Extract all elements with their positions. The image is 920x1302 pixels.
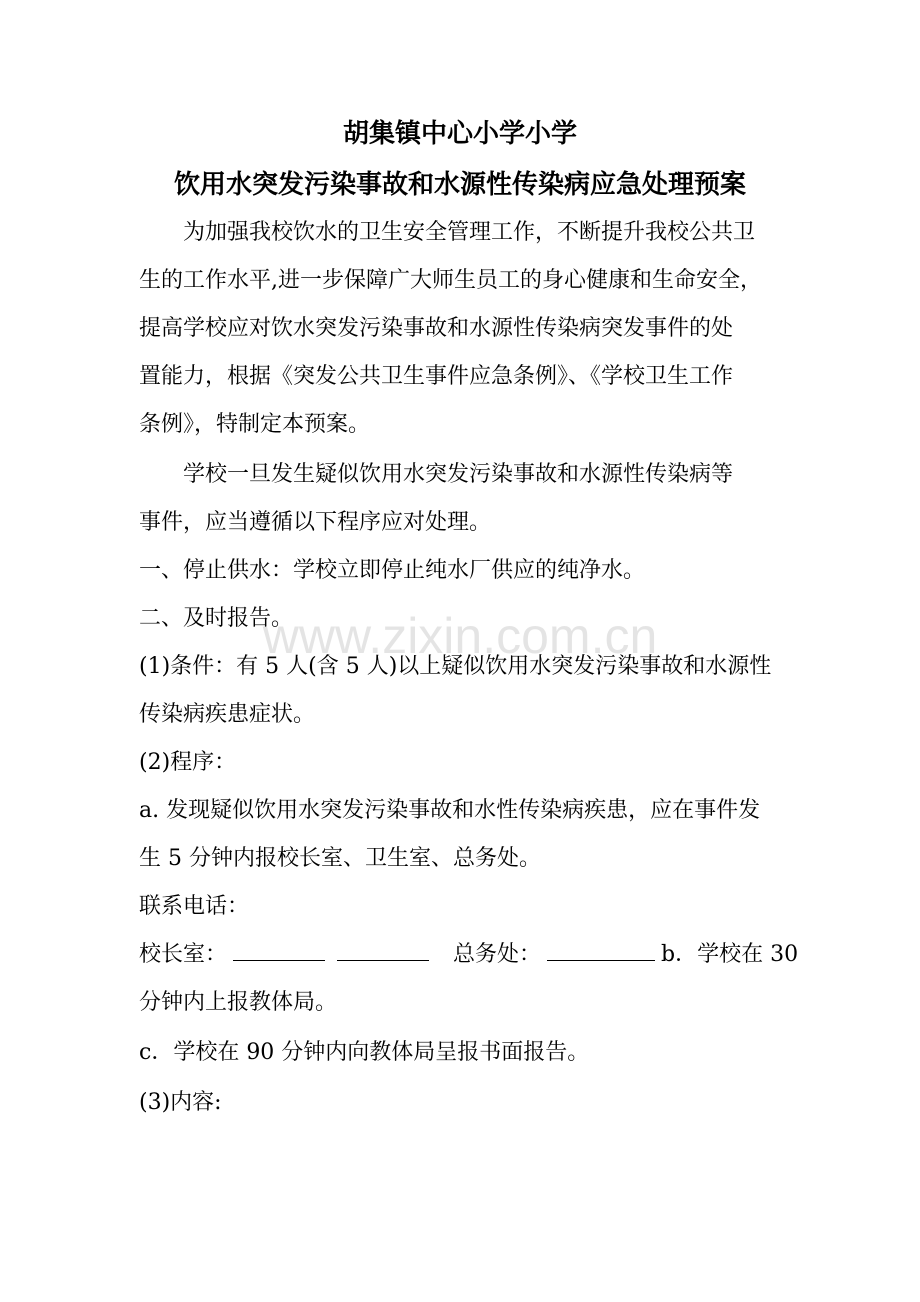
item-a-line: a. 发现疑似饮用水突发污染事故和水性传染病疾患，应在事件发 (139, 798, 761, 823)
intro-line: 条例》，特制定本预案。 (139, 412, 371, 437)
watermark-text: www.zixin.com.cn (262, 608, 658, 664)
section-report: 二、及时报告。 (139, 606, 294, 631)
content-label: (3)内容: (139, 1090, 222, 1115)
item-b-end: 分钟内上报教体局。 (139, 990, 338, 1015)
intro-line: 为加强我校饮水的卫生安全管理工作，不断提升我校公共卫 (183, 220, 756, 245)
intro-line: 生的工作水平,进一步保障广大师生员工的身心健康和生命安全， (139, 268, 762, 293)
procedure-label: (2)程序： (139, 750, 237, 775)
contact-label: 联系电话： (139, 894, 250, 919)
condition-line: 传染病疾患症状。 (139, 702, 316, 727)
item-a-line: 生 5 分钟内报校长室、卫生室、总务处。 (139, 846, 541, 871)
condition-line: (1)条件：有 5 人(含 5 人)以上疑似饮用水突发污染事故和水源性 (139, 654, 772, 679)
section-stop-supply: 一、停止供水：学校立即停止纯水厂供应的纯净水。 (139, 558, 646, 583)
general-phone-blank (547, 940, 655, 961)
item-b-start: b．学校在 30 (661, 942, 799, 967)
general-office-label: 总务处： (453, 942, 542, 967)
item-c: c．学校在 90 分钟内向教体局呈报书面报告。 (139, 1040, 590, 1065)
plan-title: 饮用水突发污染事故和水源性传染病应急处理预案 (173, 170, 746, 200)
principal-phone-blank-2 (337, 940, 429, 961)
intro-line: 置能力，根据《突发公共卫生事件应急条例》、《学校卫生工作 (139, 364, 734, 389)
principal-office-label: 校长室： (139, 942, 228, 967)
principal-phone-blank (233, 940, 325, 961)
para2-line: 事件，应当遵循以下程序应对处理。 (139, 510, 492, 535)
school-title: 胡集镇中心小学小学 (342, 119, 577, 149)
para2-line: 学校一旦发生疑似饮用水突发污染事故和水源性传染病等 (183, 462, 734, 487)
intro-line: 提高学校应对饮水突发污染事故和水源性传染病突发事件的处 (139, 316, 734, 341)
contact-row (139, 940, 798, 970)
